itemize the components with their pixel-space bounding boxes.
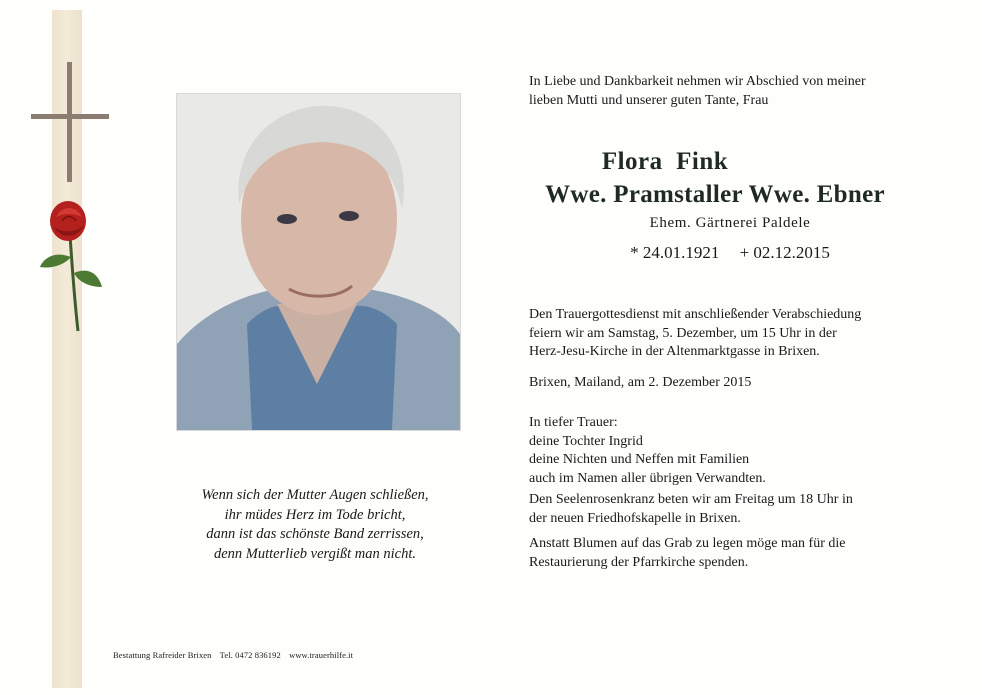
- life-dates: [495, 243, 965, 263]
- flowers-note: [529, 535, 845, 572]
- service-line: feiern wir am Samstag, 5. Dezember, um 15 Uhr in der: [529, 325, 837, 341]
- married-names: Wwe. Pramstaller Wwe. Ebner: [545, 181, 885, 208]
- death-date: + 02.12.2015: [739, 243, 830, 262]
- rosary-info: [529, 491, 853, 528]
- intro-line: lieben Mutti und unserer guten Tante, Frau: [529, 93, 769, 108]
- cross-bar: [31, 114, 109, 119]
- portrait-photo: [176, 93, 461, 431]
- poem: [160, 486, 470, 564]
- deceased-name: Flora Fink: [601, 148, 729, 175]
- intro-text: [529, 72, 866, 110]
- service-line: Den Trauergottesdienst mit anschließender Verabschiedung: [529, 307, 862, 322]
- intro-line: In Liebe und Dankbarkeit nehmen wir Abschied von meiner: [529, 74, 866, 89]
- mourners-line: deine Tochter Ingrid: [529, 433, 643, 449]
- footer-phone: Tel. 0472 836192: [219, 650, 281, 660]
- mourners-line: deine Nichten und Neffen mit Familien: [529, 452, 750, 467]
- previous-business: Ehem. Gärtnerei Paldele: [649, 215, 811, 231]
- place-date: Brixen, Mailand, am 2. Dezember 2015: [529, 375, 752, 390]
- mourners: [529, 414, 766, 488]
- footer-company: Bestattung Rafreider Brixen: [113, 650, 212, 660]
- cross-icon: [67, 62, 72, 182]
- service-info: [529, 306, 861, 362]
- rose-icon: [38, 195, 108, 335]
- flowers-line: Restaurierung der Pfarrkirche spenden.: [529, 554, 749, 570]
- mourners-line: In tiefer Trauer:: [529, 415, 618, 430]
- service-line: Herz-Jesu-Kirche in der Altenmarktgasse in Brixen.: [529, 344, 820, 359]
- footer: [113, 650, 359, 660]
- poem-line: Wenn sich der Mutter Augen schließen,: [201, 487, 429, 503]
- mourners-line: auch im Namen aller übrigen Verwandten.: [529, 470, 766, 486]
- rosary-line: Den Seelenrosenkranz beten wir am Freitag um 18 Uhr in: [529, 492, 853, 507]
- poem-line: ihr müdes Herz im Tode bricht,: [224, 506, 406, 523]
- poem-line: denn Mutterlieb vergißt man nicht.: [213, 545, 417, 562]
- rosary-line: der neuen Friedhofskapelle in Brixen.: [529, 510, 741, 526]
- birth-date: * 24.01.1921: [630, 243, 720, 262]
- poem-line: dann ist das schönste Band zerrissen,: [206, 526, 424, 542]
- footer-website[interactable]: www.trauerhilfe.it: [289, 650, 354, 660]
- scan-mark: [968, 640, 974, 670]
- flowers-line: Anstatt Blumen auf das Grab zu legen möge man für die: [529, 536, 846, 551]
